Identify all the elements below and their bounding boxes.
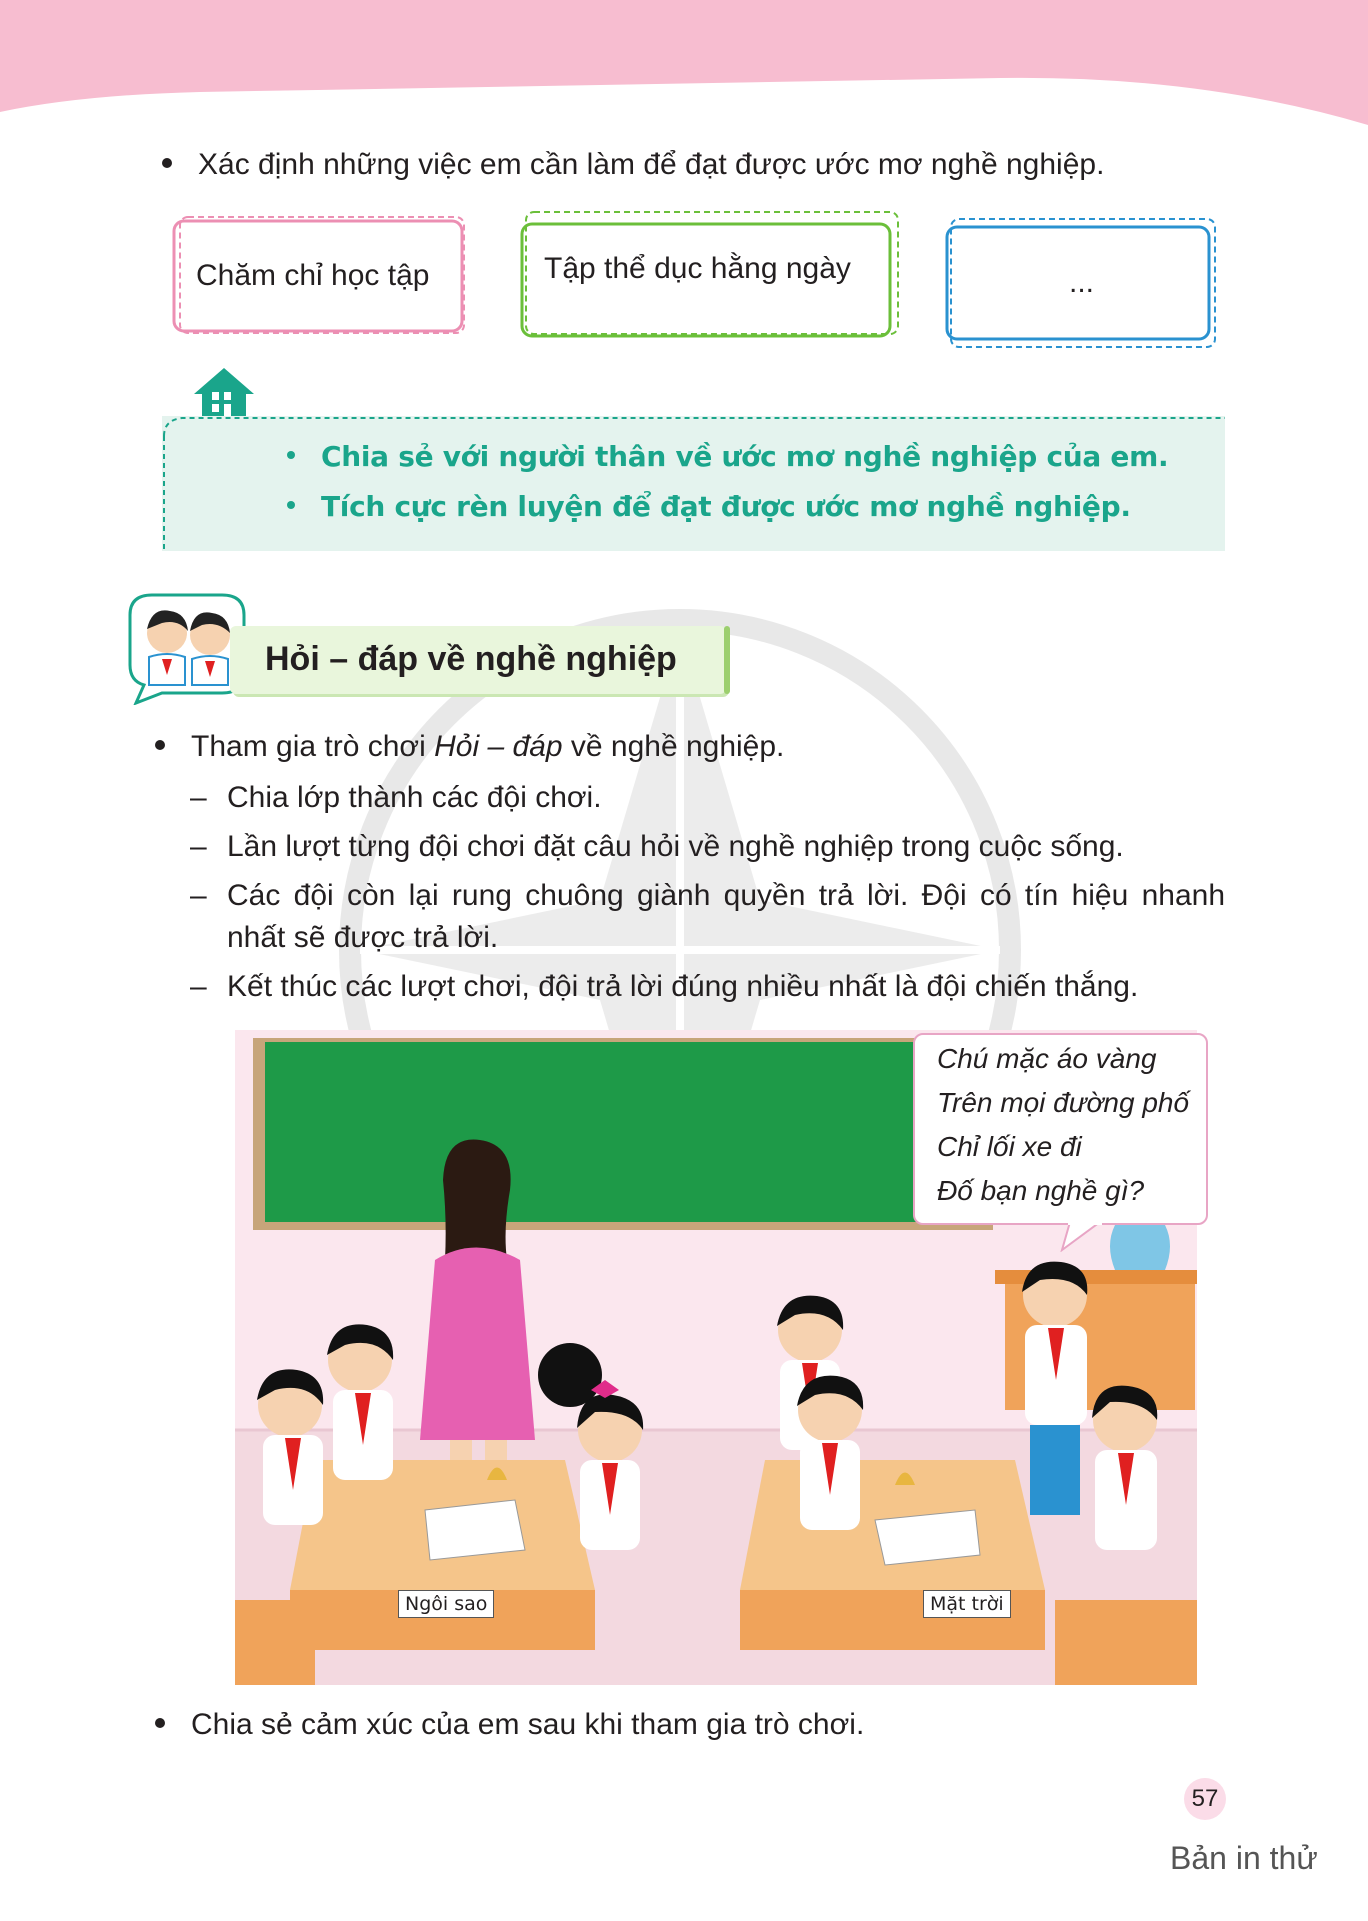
bullet-icon xyxy=(287,501,295,509)
game-rule-text: nhất sẽ được trả lời. xyxy=(227,921,499,954)
game-rule: – Lần lượt từng đội chơi đặt câu hỏi về nghề nghiệp trong cuộc sống. xyxy=(190,830,1124,863)
home-task-item xyxy=(287,440,1168,473)
riddle-speech-bubble xyxy=(913,1033,1208,1225)
goal-box-label: Chăm chỉ học tập xyxy=(196,259,430,292)
home-task-text: Chia sẻ với người thân về ước mơ nghề nghiệp của em. xyxy=(321,440,1169,473)
goals-intro-text: Xác định những việc em cần làm để đạt được ước mơ nghề nghiệp. xyxy=(198,148,1105,181)
print-note: Bản in thử xyxy=(1170,1840,1318,1876)
riddle-line: Chỉ lối xe đi xyxy=(937,1131,1082,1162)
team-label-sun: Mặt trời xyxy=(923,1590,1011,1618)
bullet-icon xyxy=(155,1718,165,1728)
game-rule-text: Các đội còn lại rung chuông giành quyền trả lời. Đội có tín hiệu nhanh xyxy=(227,879,1225,912)
team-label-star: Ngôi sao xyxy=(398,1590,494,1618)
goal-box-label: ... xyxy=(1069,265,1095,299)
page-number: 57 xyxy=(1184,1778,1226,1820)
game-intro-text: Tham gia trò chơi xyxy=(191,730,435,763)
goal-box-more xyxy=(945,215,1215,350)
game-rule-text: Chia lớp thành các đội chơi. xyxy=(227,781,602,814)
closing-text: Chia sẻ cảm xúc của em sau khi tham gia trò chơi. xyxy=(191,1708,865,1741)
home-task-text: Tích cực rèn luyện để đạt được ước mơ nghề nghiệp. xyxy=(321,490,1131,523)
riddle-line: Trên mọi đường phố xyxy=(937,1087,1190,1118)
home-icon xyxy=(192,366,256,418)
game-name: Hỏi – đáp xyxy=(434,730,563,763)
section-heading xyxy=(230,626,730,696)
game-intro xyxy=(155,727,784,767)
bullet-icon xyxy=(162,158,172,168)
goals-intro xyxy=(162,145,1104,185)
bullet-icon xyxy=(287,451,295,459)
bubble-tail xyxy=(1060,1222,1120,1252)
game-rule-continued xyxy=(227,917,498,959)
game-rule: – Kết thúc các lượt chơi, đội trả lời đúng nhiều nhất là đội chiến thắng. xyxy=(190,970,1139,1003)
game-rule-text: Lần lượt từng đội chơi đặt câu hỏi về nghề nghiệp trong cuộc sống. xyxy=(227,830,1124,863)
game-rule: – Chia lớp thành các đội chơi. xyxy=(190,781,602,814)
home-task-item xyxy=(287,490,1131,523)
goal-box-label: Tập thể dục hằng ngày xyxy=(544,252,851,285)
game-intro-text-end: về nghề nghiệp. xyxy=(562,730,785,763)
goal-box-study xyxy=(172,215,466,337)
game-rule-text: Kết thúc các lượt chơi, đội trả lời đúng nhiều nhất là đội chiến thắng. xyxy=(227,970,1139,1003)
bullet-icon xyxy=(155,740,165,750)
game-rule: – Các đội còn lại rung chuông giành quyền trả lời. Đội có tín hiệu nhanh xyxy=(190,879,1225,912)
header-band xyxy=(0,0,1368,140)
goal-box-exercise xyxy=(520,208,898,338)
home-task-panel xyxy=(162,416,1225,551)
riddle-line: Đố bạn nghề gì? xyxy=(937,1175,1145,1206)
closing-instruction xyxy=(155,1705,864,1745)
section-title-text: Hỏi – đáp về nghề nghiệp xyxy=(265,640,677,678)
riddle-line: Chú mặc áo vàng xyxy=(937,1043,1157,1074)
